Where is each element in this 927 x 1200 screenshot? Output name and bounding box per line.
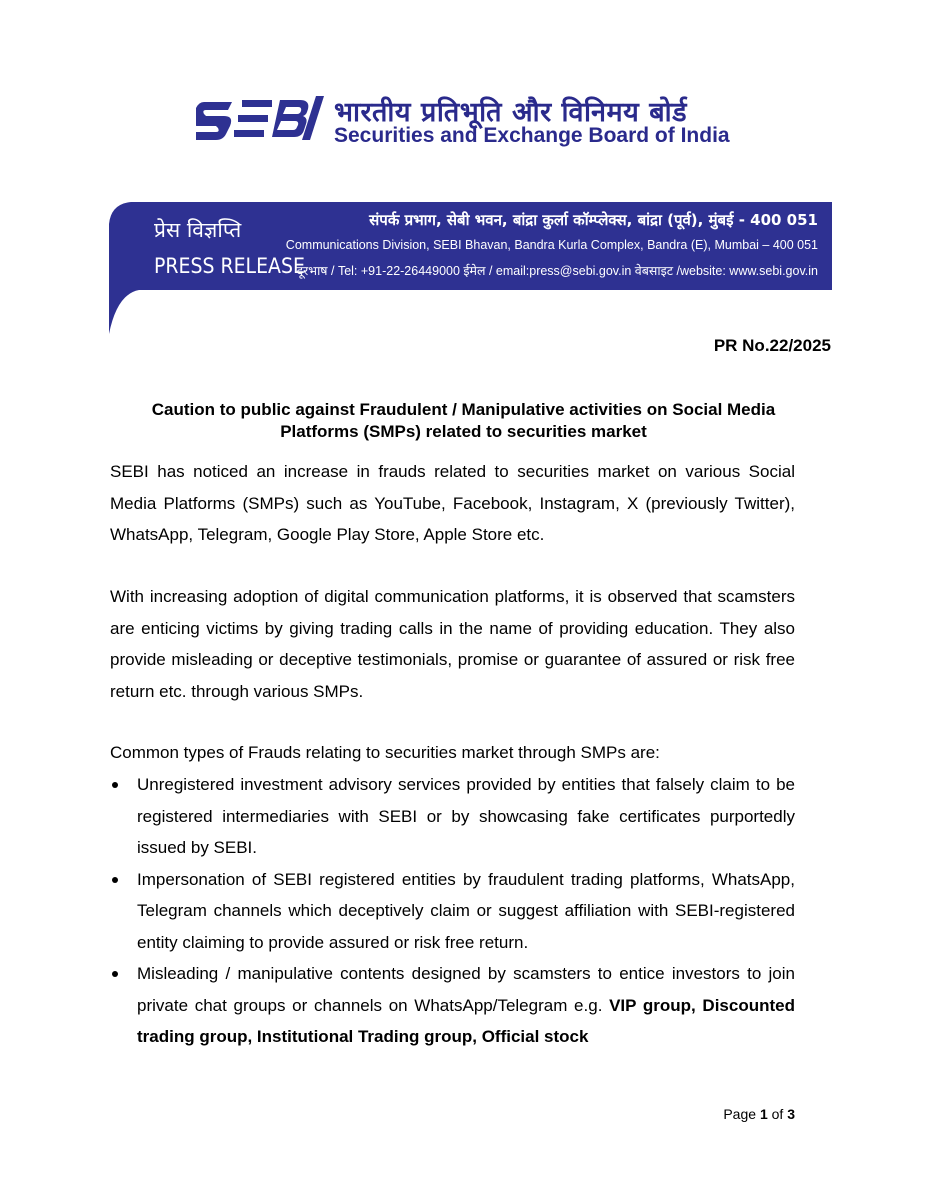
contact-address-hindi: संपर्क प्रभाग, सेबी भवन, बांद्रा कुर्ला कॉम्प्लेक्स, बांद्रा (पूर्व), मुंबई - 400 051 <box>369 211 818 229</box>
sebi-logo-mark-icon <box>196 92 328 150</box>
contact-phone-email-website: दूरभाष / Tel: +91-22-26449000 ईमेल / email:press@sebi.gov.in वेबसाइट /website: www.sebi.gov.in <box>296 264 818 278</box>
page-mid: of <box>767 1106 788 1122</box>
document-title <box>100 399 827 443</box>
press-release-banner <box>109 202 832 337</box>
press-release-english: PRESS RELEASE <box>154 254 305 278</box>
paragraph-2: With increasing adoption of digital communication platforms, it is observed that scamsters are enticing victims by giving trading calls in the name of providing education. They also provide misleading or deceptive testimonials, promise or guarantee of assured or risk free return etc. through various SMPs. <box>110 587 795 701</box>
pr-number: PR No.22/2025 <box>713 336 831 355</box>
page-current: 1 <box>759 1106 768 1122</box>
press-release-hindi: प्रेस विज्ञप्ति <box>154 218 242 242</box>
paragraph-1: SEBI has noticed an increase in frauds related to securities market on various Social Media Platforms (SMPs) such as YouTube, Facebook, Instagram, X (previously Twitter), WhatsApp, Telegram, Google Play Store, Apple Store etc. <box>110 462 795 544</box>
bullet-3-bold-text: VIP group, Discounted trading group, Institutional Trading group, Official stock <box>137 995 795 1046</box>
page-total: 3 <box>787 1106 795 1122</box>
list-item: Unregistered investment advisory services provided by entities that falsely claim to be registered intermediaries with SEBI or by showcasing fake certificates purportedly issued by SEBI. <box>110 769 795 864</box>
list-item <box>110 958 795 1053</box>
page-prefix: Page <box>723 1106 760 1122</box>
logo-english-text: Securities and Exchange Board of India <box>334 124 730 147</box>
paragraph-3: Common types of Frauds relating to securities market through SMPs are: <box>110 743 660 762</box>
contact-address-english: Communications Division, SEBI Bhavan, Bandra Kurla Complex, Bandra (E), Mumbai – 400 051 <box>285 238 818 252</box>
title-line-1: Caution to public against Fraudulent / Manipulative activities on Social Media <box>151 400 776 419</box>
fraud-types-list <box>110 769 795 1053</box>
title-line-2: Platforms (SMPs) related to securities market <box>280 422 647 441</box>
logo-hindi-text: भारतीय प्रतिभूति और विनिमय बोर्ड <box>334 97 688 128</box>
page-number <box>723 1106 795 1122</box>
bullet-3-text: Misleading / manipulative contents designed by scamsters to entice investors to join private chat groups or channels on WhatsApp/Telegram e.g. <box>137 964 795 1015</box>
list-item: Impersonation of SEBI registered entities by fraudulent trading platforms, WhatsApp, Telegram channels which deceptively claim or suggest affiliation with SEBI-registered entity claiming to provide assured or risk free return. <box>110 864 795 959</box>
sebi-logo <box>196 92 730 154</box>
